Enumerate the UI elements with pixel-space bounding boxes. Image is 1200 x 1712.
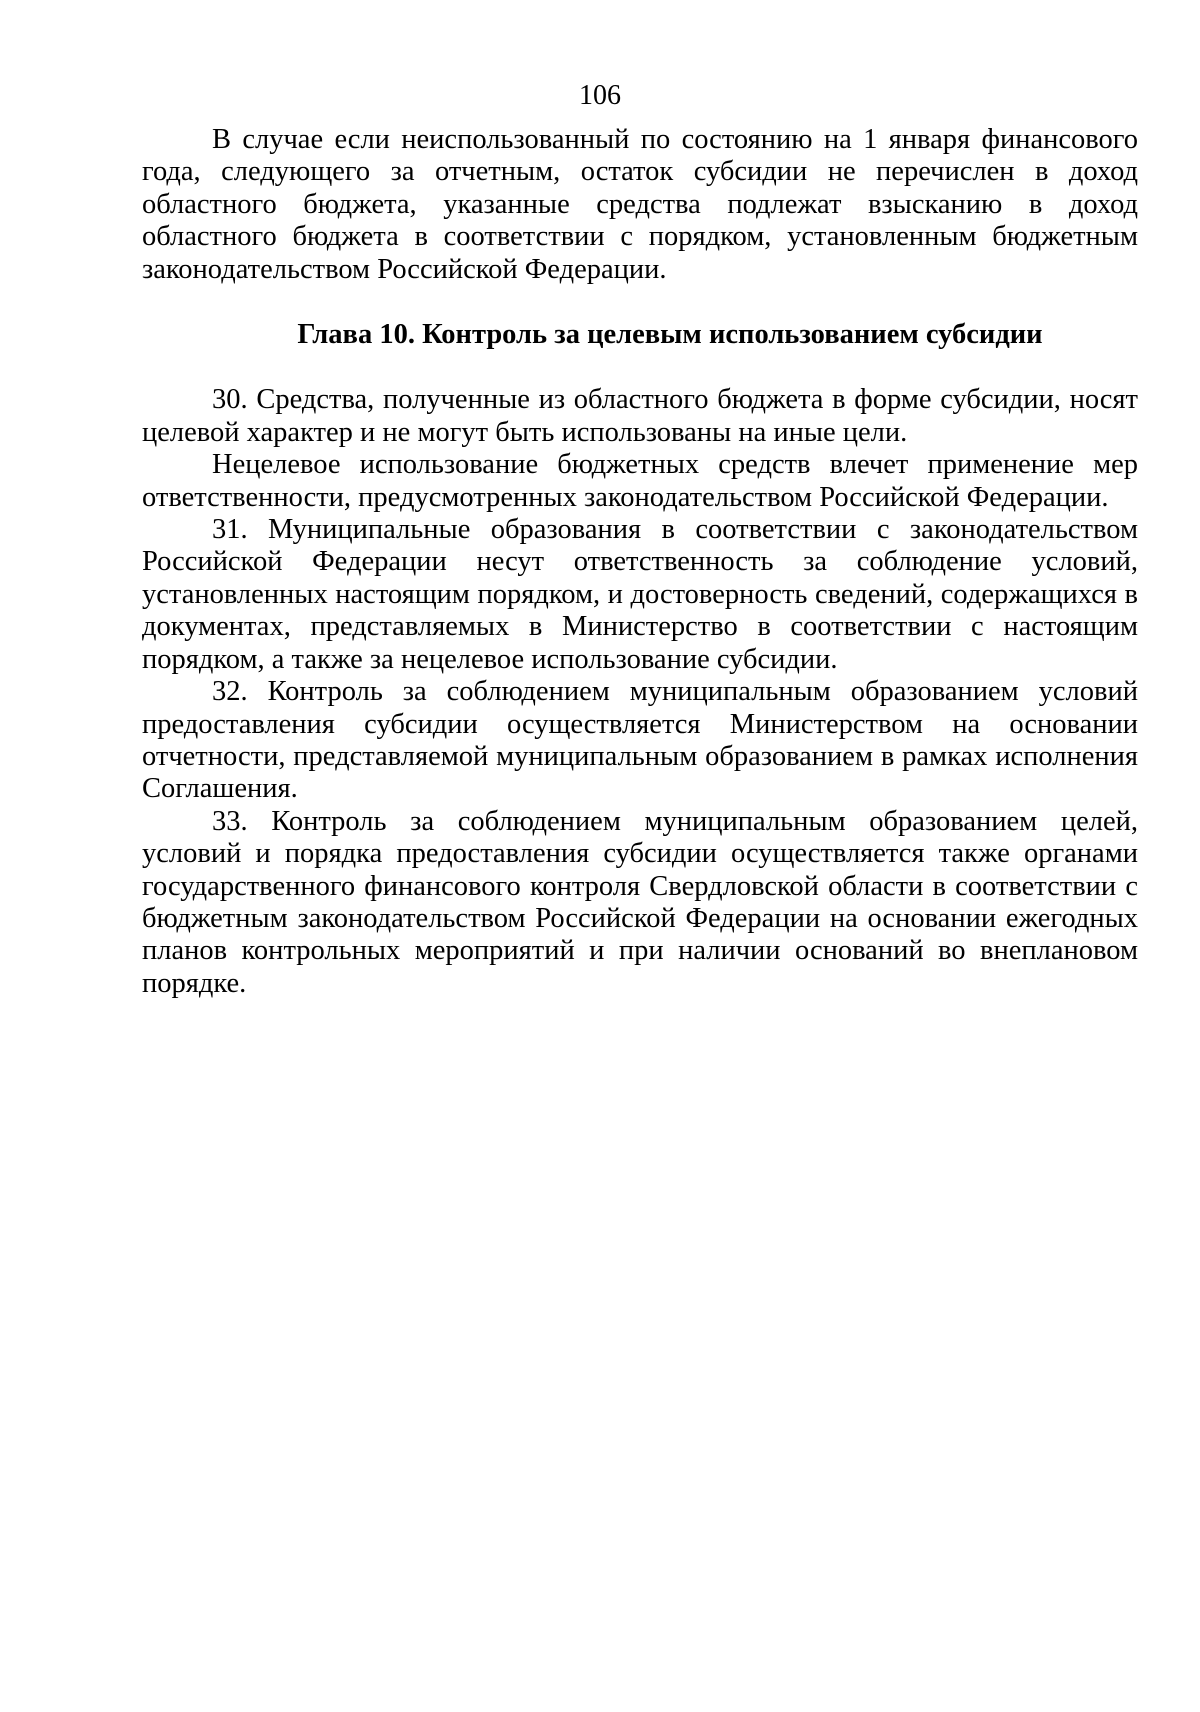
paragraph-30: 30. Средства, полученные из областного бюджета в форме субсидии, носят целевой характер и не могут быть использованы на иные цели. — [142, 384, 1138, 448]
paragraph-unused-subsidy: В случае если неиспользованный по состоянию на 1 января финансового года, следующего за отчетным, остаток субсидии не перечислен в доход областного бюджета, указанные средства подлежат взысканию в доход областного бюджета в соответствии с порядком, установленным бюджетным законодательством Российской Федерации. — [142, 124, 1138, 285]
paragraph-misuse: Нецелевое использование бюджетных средств влечет применение мер ответственности, предусмотренных законодательством Российской Федерации. — [142, 449, 1138, 513]
paragraph-31: 31. Муниципальные образования в соответствии с законодательством Российской Федерации несут ответственность за соблюдение условий, установленных настоящим порядком, и достоверность сведений, содержащихся в документах, представляемых в Министерство в соответствии с настоящим порядком, а также за нецелевое использование субсидии. — [142, 514, 1138, 675]
document-body — [142, 124, 1138, 1000]
paragraph-33: 33. Контроль за соблюдением муниципальным образованием целей, условий и порядка предоставления субсидии осуществляется также органами государственного финансового контроля Свердловской области в соответствии с бюджетным законодательством Российской Федерации на основании ежегодных планов контрольных мероприятий и при наличии оснований во внеплановом порядке. — [142, 805, 1138, 999]
paragraph-32: 32. Контроль за соблюдением муниципальным образованием условий предоставления субсидии осуществляется Министерством на основании отчетности, представляемой муниципальным образованием в рамках исполнения Соглашения. — [142, 676, 1138, 805]
chapter-heading: Глава 10. Контроль за целевым использованием субсидии — [297, 319, 1043, 351]
page-number: 106 — [579, 80, 621, 111]
